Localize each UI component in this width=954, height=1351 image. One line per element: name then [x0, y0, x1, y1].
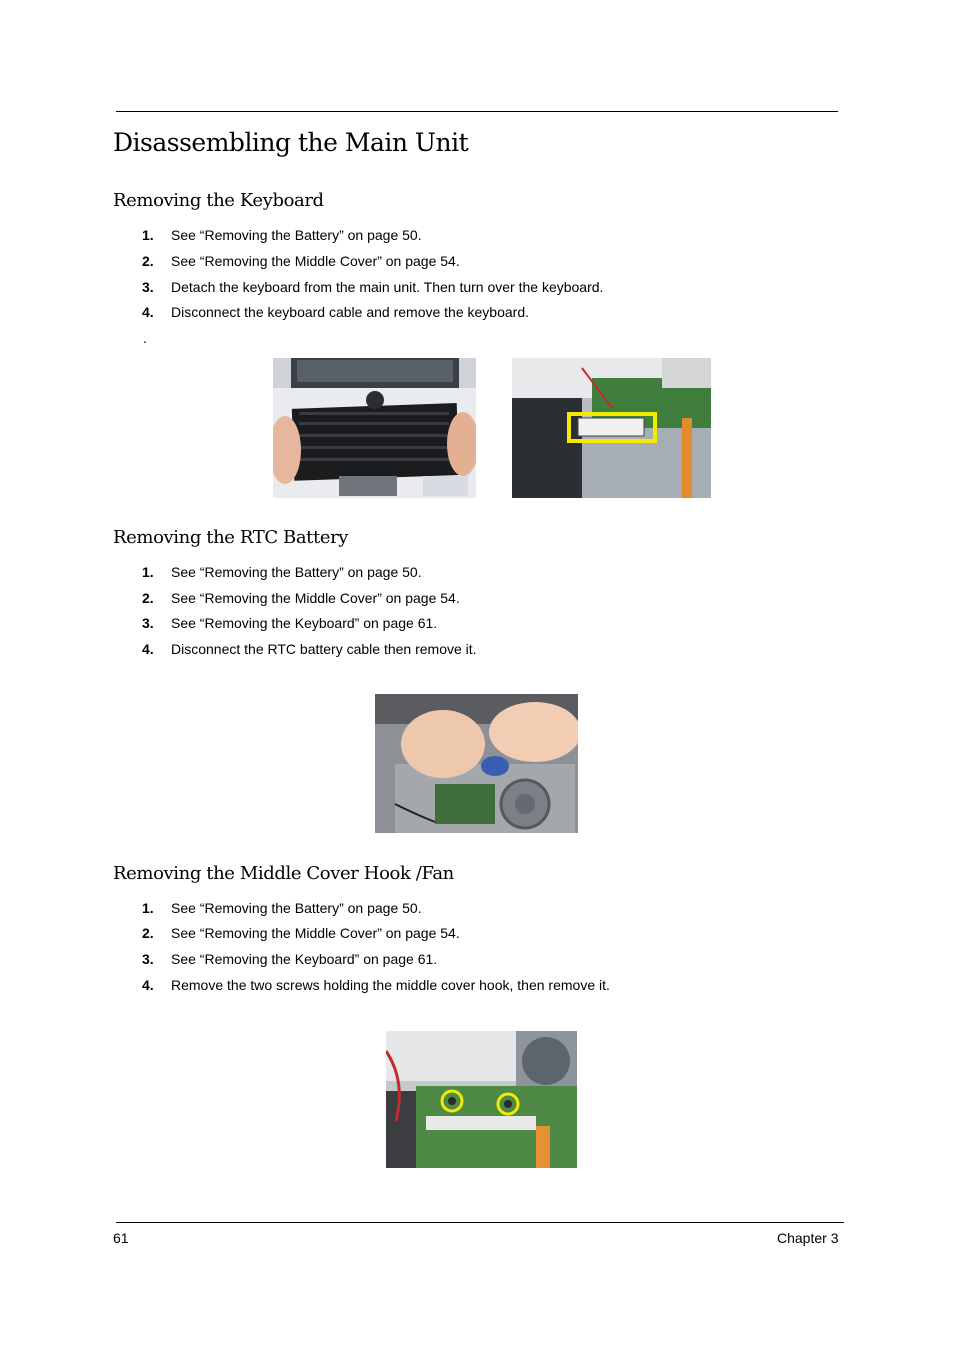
photo-rtc-battery: [375, 694, 578, 833]
footer-chapter: Chapter 3: [777, 1230, 839, 1246]
section-heading-keyboard: Removing the Keyboard: [113, 190, 324, 211]
footer-page-number: 61: [113, 1230, 129, 1246]
photo-keyboard-detach: [273, 358, 476, 498]
trailing-period: .: [143, 330, 147, 346]
footer-rule: [116, 1222, 844, 1223]
header-rule: [116, 111, 838, 112]
photo-keyboard-cable: [512, 358, 711, 498]
photo-middle-cover-hook: [386, 1031, 577, 1168]
section-heading-middle-cover-hook: Removing the Middle Cover Hook /Fan: [113, 863, 454, 884]
section-heading-rtc-battery: Removing the RTC Battery: [113, 527, 349, 548]
page-title: Disassembling the Main Unit: [113, 128, 469, 157]
